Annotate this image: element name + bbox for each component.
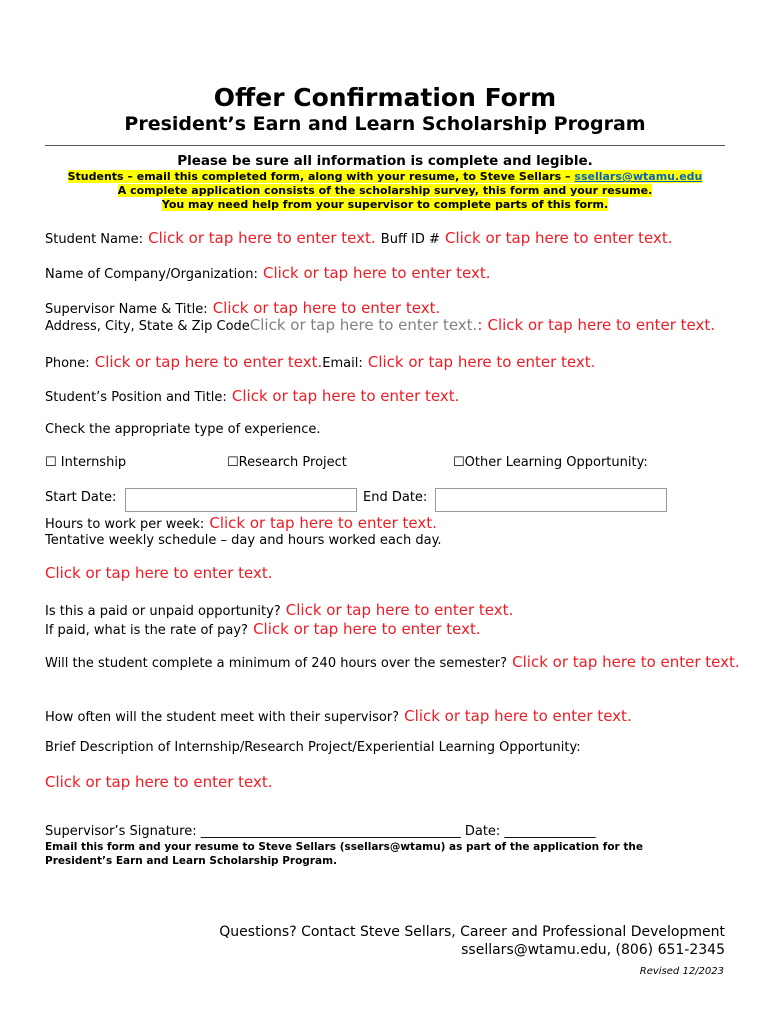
header-divider [45, 145, 725, 146]
email-note-1: Email this form and your resume to Steve Sellars (ssellars@wtamu) as part of the application for the [45, 841, 643, 853]
revised-date: Revised 12/2023 [639, 966, 724, 977]
instructions-line-1 [0, 170, 770, 183]
student-name-field[interactable]: Click or tap here to enter text. [148, 229, 376, 247]
signature-line: Supervisor’s Signature: ________________________________________ Date: ______________ [45, 824, 596, 839]
position-field[interactable]: Click or tap here to enter text. [231, 387, 460, 405]
instructions-line-2 [0, 184, 770, 197]
meet-label: How often will the student meet with their supervisor? [45, 710, 400, 725]
internship-checkbox[interactable]: ☐ Internship [45, 455, 127, 470]
student-name-label: Student Name: [45, 232, 144, 247]
min-hours-label: Will the student complete a minimum of 240 hours over the semester? [45, 656, 508, 671]
meet-field[interactable]: Click or tap here to enter text. [404, 707, 632, 725]
phone-label: Phone: [45, 356, 90, 371]
address-row [45, 315, 715, 334]
paid-row [45, 600, 513, 619]
end-date-label: End Date: [363, 490, 428, 505]
hours-field[interactable]: Click or tap here to enter text. [209, 514, 437, 532]
instructions-line-3 [0, 198, 770, 211]
description-label: Brief Description of Internship/Research Project/Experiential Learning Opportunity: [45, 740, 581, 755]
address-separator: : [477, 316, 483, 334]
paid-label: Is this a paid or unpaid opportunity? [45, 604, 281, 619]
position-row [45, 386, 459, 405]
supervisor-label: Supervisor Name & Title: [45, 302, 208, 317]
description-field[interactable]: Click or tap here to enter text. [45, 773, 273, 791]
form-title: Offer Confirmation Form [213, 83, 557, 112]
form-subtitle: President’s Earn and Learn Scholarship Program [124, 113, 646, 135]
position-label: Student’s Position and Title: [45, 390, 227, 405]
footer-contact-details: ssellars@wtamu.edu, (806) 651-2345 [461, 942, 725, 958]
student-name-row [45, 228, 673, 247]
phone-email-row [45, 352, 595, 371]
email-label: Email: [322, 356, 363, 371]
other-opportunity-checkbox[interactable]: ☐Other Learning Opportunity: [453, 455, 648, 470]
email-note-2: President’s Earn and Learn Scholarship Program. [45, 855, 338, 867]
company-row [45, 263, 491, 282]
start-date-label: Start Date: [45, 490, 117, 505]
instructions-text-3: You may need help from your supervisor to complete parts of this form. [161, 198, 609, 211]
instructions-text-2: A complete application consists of the scholarship survey, this form and your resume. [117, 184, 653, 197]
buff-id-label: Buff ID # [380, 232, 440, 247]
rate-field[interactable]: Click or tap here to enter text. [253, 620, 481, 638]
address-field[interactable]: Click or tap here to enter text. [249, 316, 478, 334]
email-field[interactable]: Click or tap here to enter text. [367, 353, 596, 371]
buff-id-field[interactable]: Click or tap here to enter text. [445, 229, 673, 247]
min-hours-field[interactable]: Click or tap here to enter text. [512, 653, 740, 671]
start-date-input[interactable] [125, 488, 357, 512]
company-field[interactable]: Click or tap here to enter text. [262, 264, 491, 282]
schedule-label: Tentative weekly schedule – day and hours worked each day. [45, 533, 442, 548]
meet-row [45, 706, 632, 725]
rate-label: If paid, what is the rate of pay? [45, 623, 248, 638]
rate-row [45, 619, 481, 638]
supervisor-field[interactable]: Click or tap here to enter text. [212, 299, 441, 317]
end-date-input[interactable] [435, 488, 667, 512]
research-project-checkbox[interactable]: ☐Research Project [227, 455, 347, 470]
experience-type-label: Check the appropriate type of experience. [45, 422, 321, 437]
completeness-notice: Please be sure all information is complete and legible. [177, 153, 593, 169]
paid-field[interactable]: Click or tap here to enter text. [285, 601, 514, 619]
address-label: Address, City, State & Zip Code [45, 319, 250, 334]
footer-contact: Questions? Contact Steve Sellars, Career and Professional Development [219, 924, 725, 940]
hours-row [45, 513, 437, 532]
address-field-2[interactable]: Click or tap here to enter text. [487, 316, 716, 334]
instructions-text: Students – email this completed form, along with your resume, to Steve Sellars – [67, 170, 575, 183]
phone-field[interactable]: Click or tap here to enter text. [94, 353, 323, 371]
schedule-field[interactable]: Click or tap here to enter text. [45, 564, 273, 582]
email-link[interactable]: ssellars@wtamu.edu [574, 170, 703, 183]
hours-label: Hours to work per week: [45, 517, 205, 532]
min-hours-row [45, 652, 740, 671]
company-label: Name of Company/Organization: [45, 267, 258, 282]
